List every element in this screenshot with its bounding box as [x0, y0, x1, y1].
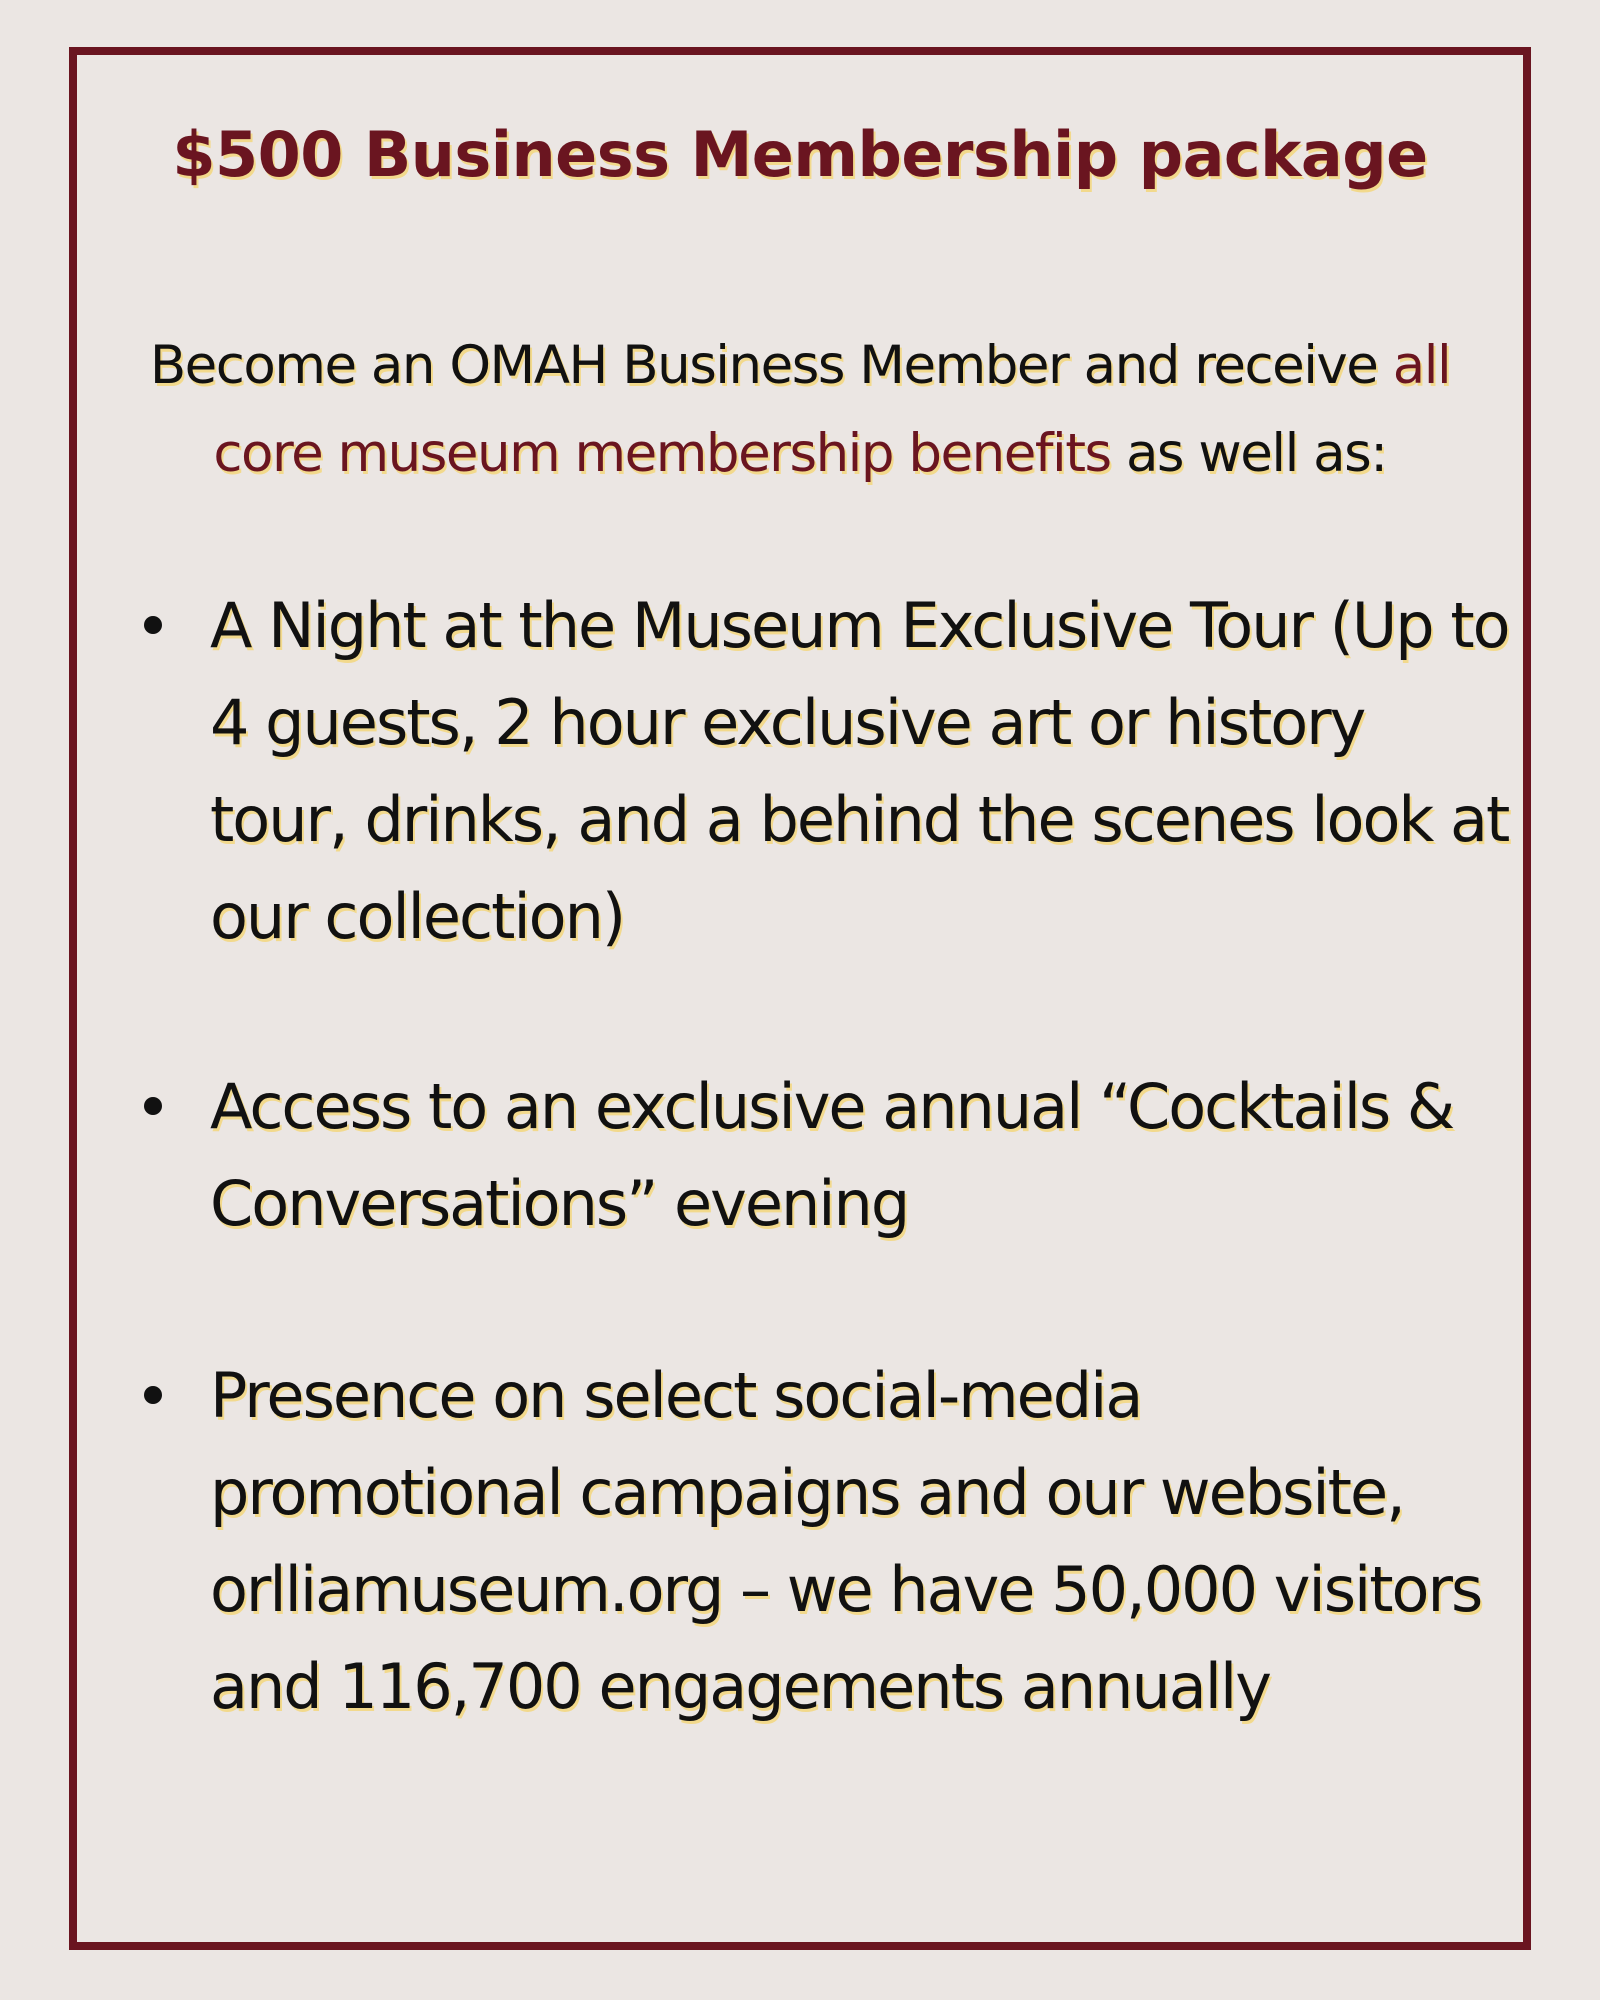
bullet-icon	[144, 1097, 162, 1115]
page-title: $500 Business Membership package	[172, 118, 1428, 191]
intro-paragraph	[90, 322, 1510, 498]
intro-text-before: Become an OMAH Business Member and receive	[149, 335, 1393, 396]
bullet-icon	[144, 616, 162, 634]
bullet-icon	[144, 1386, 162, 1404]
intro-highlight: all core museum membership benefits	[213, 335, 1451, 484]
intro-text-after: as well as:	[1110, 423, 1387, 484]
benefit-text: Access to an exclusive annual “Cocktails & Conversations” evening	[210, 1070, 1454, 1240]
benefit-text: Presence on select social-media promotional campaigns and our website, orlliamuseum.org – we have 50,000 visitors and 116,700 engagements annually	[210, 1359, 1482, 1723]
benefit-text: A Night at the Museum Exclusive Tour (Up to 4 guests, 2 hour exclusive art or history tour, drinks, and a behind the scenes look at our collection)	[210, 589, 1509, 953]
